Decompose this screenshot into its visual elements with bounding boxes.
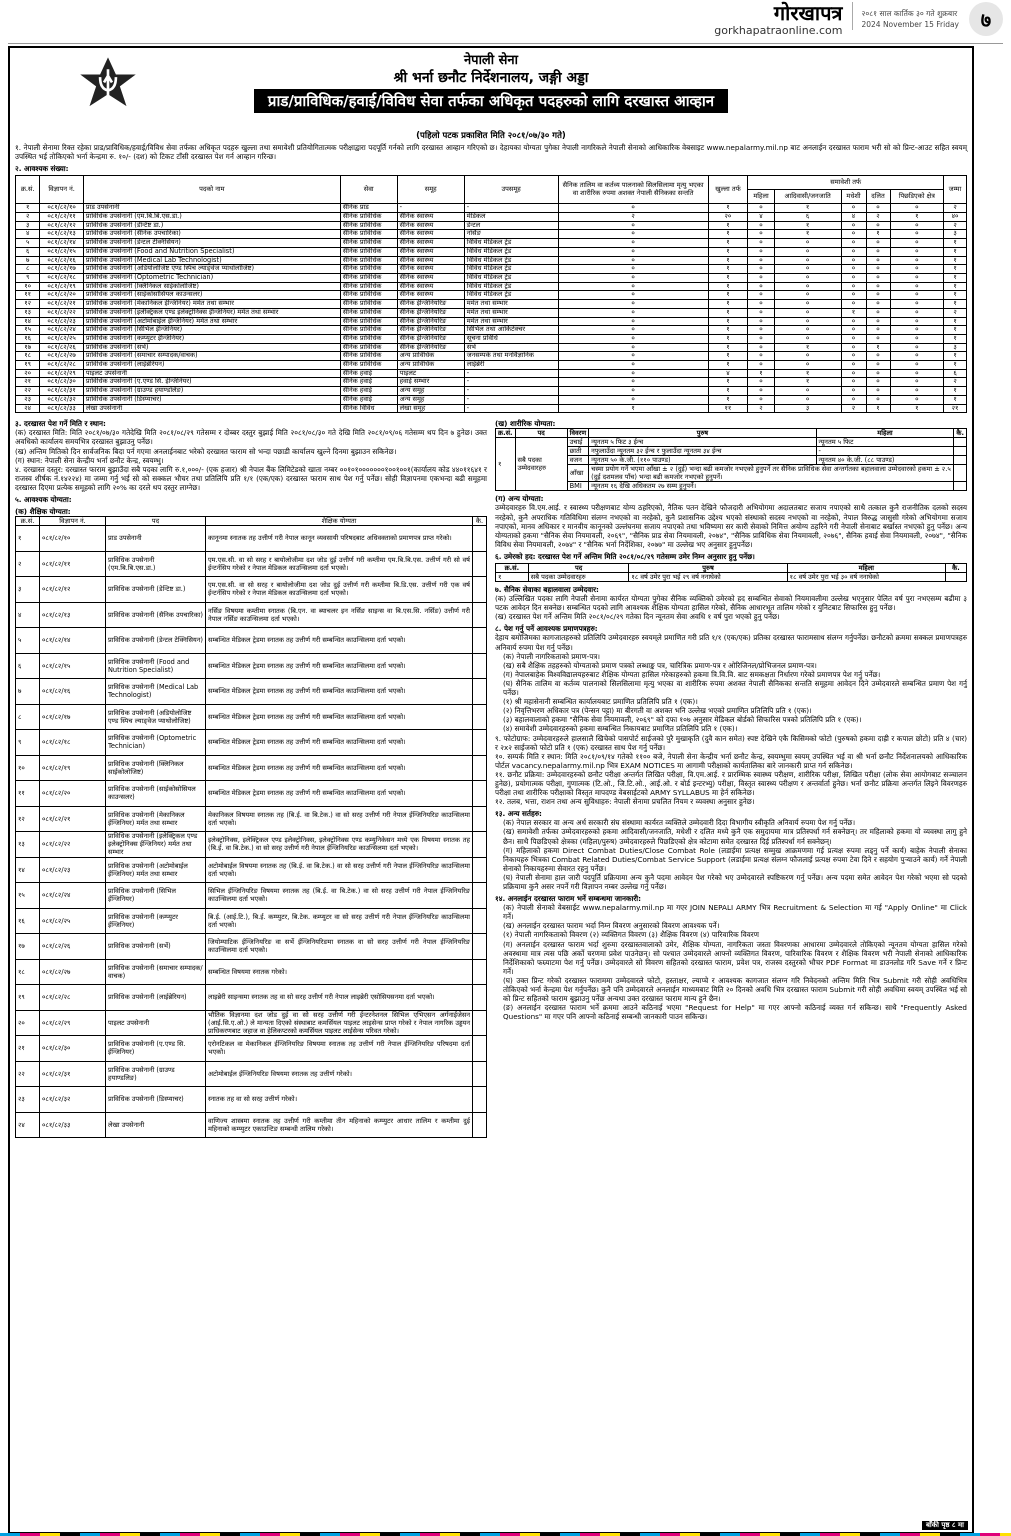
position-row: २१ ०८१/८२/३० प्राविधिक उपसेनानी (ए.एण्ड सि. ईन्जिनियर) सैनिक हवाई हवाई सम्भार - ० १ ० १ ० ० ० २	[16, 378, 967, 387]
education-subtitle: (क) शैक्षिक योग्यता:	[15, 507, 71, 517]
right-column	[495, 416, 967, 1138]
physical-table-body	[496, 438, 967, 491]
position-row: ८ ०८१/८२/१७ प्राविधिक उपसेनानी (अडियोलोजिष्ट एण्ड स्पिच ल्याङ्वेज प्याथोलोजिष्ट) सैनिक प्राविधिक सैनिक स्वास्थ्य विविध मेडिकल ट्रेड ० १ ० ० ० ० ० १	[16, 265, 967, 274]
deadline-section-title: ३. दरखास्त पेश गर्ने मिति र स्थान:	[15, 419, 106, 429]
position-row: १३ ०८१/८२/२२ प्राविधिक उपसेनानी (इलेक्ट्रिकल एण्ड इलेक्ट्रोनिक्स ईन्जिनियर) मर्मत तथा सम्भार सैनिक प्राविधिक सैनिक ईन्जिनियरिङ मर्मत तथा सम्भार ० १ ० ० १ ० ० २	[16, 308, 967, 317]
list-item: (घ) नेपाली सेनामा हाल जारी पदपूर्ति प्रक्रियामा अन्य कुनै पदमा आवेदन पेश गरेको भए उम्मेदवारले स्पष्टिकरण गर्नु पर्नेछ। अन्य पदमा समेत आवेदन पेश गरेको भएमा सो पदको प्रक्रियामा कुनै असर नपर्ने गरी विज्ञापन नम्बर उल्लेख गर्नु पर्नेछ।	[503, 872, 967, 891]
qualification-row: १९ ०८१/८२/२८ प्राविधिक उपसेनानी (लाईब्रेरियन) लाइब्रेरी साइन्समा स्नातक तह वा सो सरह उत्तीर्ण गरी नेपाल लाइब्रेरी एसोसियसनमा दर्ता भएको।	[16, 985, 487, 1011]
list-item: (ख) समावेशी तर्फका उम्मेदवारहरुको हकमा आदिवासी/जनजाति, मधेशी र दलित मध्ये कुनै एक समुदायमा मात्र प्रतिस्पर्धा गर्न सक्नेछन्। तर महिलाको हकमा यो व्यवस्था लागु हुने छैन। साथै पिछडिएको क्षेत्रका (महिला/पुरुष) उम्मेदवारहरुले पिछडिएको क्षेत्र कोटामा समेत दरखास्त दिई प्रतिस्पर्धा गर्न सक्नेछन्।	[503, 827, 967, 846]
qualification-row: ११ ०८१/८२/२० प्राविधिक उपसेनानी (साईकोसोसियल काउन्सलर) सम्बन्धित मेडिकल ट्रेडमा स्नातक तह उत्तीर्ण गरी सम्बन्धित काउन्सिलमा दर्ता भएको।	[16, 781, 487, 807]
position-row: १७ ०८१/८२/२६ प्राविधिक उपसेनानी (सर्भे) सैनिक प्राविधिक सैनिक ईन्जिनियरिङ सर्भे ० १ ० १ ० १ ० ३	[16, 343, 967, 352]
qualification-row: ५ ०८१/८२/१४ प्राविधिक उपसेनानी (डेन्टल टेक्निसियन) सम्बन्धित मेडिकल ट्रेडमा स्नातक तह उत्तीर्ण गरी सम्बन्धित काउन्सिलमा दर्ता भएको।	[16, 628, 487, 654]
qualification-row: १५ ०८१/८२/२४ प्राविधिक उपसेनानी (सिभिल ईन्जिनियर) सिभिल ईन्जिनियरिङ विषयमा स्नातक तह (बि.ई. वा बि.टेक.) वा सो सरह उत्तीर्ण गरी नेपाल ईन्जिनियरिङ काउन्सिलमा दर्ता भएको।	[16, 883, 487, 909]
list-item: (१) श्री महासेनानी सम्बन्धित कार्यालयबाट प्रमाणित प्रतिलिपि प्रति १ (एक)।	[503, 697, 698, 707]
list-item: (ग) महिलाको हकमा Direct Combat Duties/Close Combat Role (लडाईमा प्रत्यक्ष सम्मुख आक्रमणमा गई प्रत्यक्ष रुपमा लड्नु पर्ने कार्य) बाहेक नेपाली सेनाका निकायहरु भित्रका Combat Related Duties/Combat Service Support (लडाईमा प्रत्यक्ष संलग्न फौजलाई प्रत्यक्ष रुपमा टेवा दिने र सहयोग पुऱ्याउने कार्य) गर्ने नेपाली सेनाको निकायहरुमा सेवारत रहनु पर्नेछ।	[503, 845, 967, 873]
age-row: १ सबै पदका उम्मेदवारहरु १८ वर्ष उमेर पुरा भई २९ वर्ष ननाघेको १८ वर्ष उमेर पुरा भई ३० वर्ष ननाघेको	[496, 573, 967, 582]
other-conditions-list	[495, 818, 967, 891]
army-emblem-icon	[75, 56, 141, 122]
notice-header	[15, 52, 967, 130]
other-qual-title: (ग) अन्य योग्यता:	[495, 494, 544, 504]
contact-paragraph: १०. सम्पर्क मिति र स्थान: मिति २०८१/०९/१४ गतेको ११०० बजे, नेपाली सेना केन्द्रीय भर्ना छनौट केन्द्र, स्वयम्भुमा स्वयम् उपस्थित भई वा श्री भर्ना छनौट निर्देशनालयको आधिकारिक पोर्टल vacancy.nepalarmy.mil.np भित्र EXAM NOTICES मा आगामी परीक्षाको कार्यतालिका बारे जानकारी प्राप्त गर्न सकिनेछ।	[495, 751, 967, 770]
list-item: (ख) सबै शैक्षिक तहहरुको योग्यताको प्रमाण पत्रको लब्धाङ्क पत्र, चारित्रिक प्रमाण-पत्र र ओरिजिनल/प्रोभिजनल प्रमाण-पत्र।	[503, 660, 817, 670]
first-published: (पहिलो पटक प्रकाशित मिति २०८१/०७/३० गते)	[416, 131, 566, 141]
newspaper-url[interactable]: gorkhapatraonline.com	[714, 24, 843, 37]
org-name: नेपाली सेना	[463, 53, 519, 68]
masthead	[8, 0, 1003, 44]
salary-paragraph: १२. तलब, भत्ता, राशन तथा अन्य सुविधाहरु: नेपाली सेनामा प्रचलित नियम र व्यवस्था अनुसार हुनेछ।	[495, 797, 755, 807]
qualification-row: ७ ०८१/८२/१६ प्राविधिक उपसेनानी (Medical Lab Technologist) सम्बन्धित मेडिकल ट्रेडमा स्नातक तह उत्तीर्ण गरी सम्बन्धित काउन्सिलमा दर्ता भएको।	[16, 679, 487, 705]
qualification-row: १ ०८१/८२/१० प्राड उपसेनानी कानूनमा स्नातक तह उत्तीर्ण गरी नेपाल कानून व्यवसायी परिषदबाट अधिवक्ताको प्रमाणपत्र प्राप्त गरेको।	[16, 526, 487, 552]
position-row: १६ ०८१/८२/२५ प्राविधिक उपसेनानी (कम्प्युटर ईन्जिनियर) सैनिक प्राविधिक सैनिक ईन्जिनियरिङ सूचना प्रविधि ० १ ० ० ० ० ० १	[16, 334, 967, 343]
qualification-row: ३ ०८१/८२/१२ प्राविधिक उपसेनानी (डेन्टिष्ट डा.) एम.एस.सी. वा सो सरह र बायोलोजीमा दश जोड दुई उत्तीर्ण गरी कम्तीमा बि.डि.एस. उत्तीर्ण गरी एक वर्ष ईन्टर्नसिप गरेको र नेपाल मेडिकल काउन्सिलमा दर्ता भएको।	[16, 577, 487, 603]
position-row: २० ०८१/८२/२९ पाइलट उपसेनानी सैनिक हवाई पाइलट - ० ४ १ १ ० ० ० ६	[16, 369, 967, 378]
position-row: ५ ०८१/८२/१४ प्राविधिक उपसेनानी (डेन्टल टेक्निसियन) सैनिक प्राविधिक सैनिक स्वास्थ्य विविध मेडिकल ट्रेड ० १ ० ० ० ० ० १	[16, 239, 967, 248]
physical-row: वजन न्यूनतम ५० के.जी. (११० पाउण्ड) न्यूनतम ४० के.जी. (८८ पाउण्ड)	[496, 456, 967, 465]
physical-section-title: (ख) शारीरिक योग्यता:	[495, 419, 556, 429]
qualification-row: २४ ०८१/८२/३३ लेखा उपसेनानी वाणिज्य शास्त्रमा स्नातक तह उत्तीर्ण गरी कम्तीमा तीन महिनाको कम्प्युटर आधार तालिम र कम्तीमा दुई महिनाको कम्प्युटर एकाउन्टिङ सम्बन्धी तालिम गरेको।	[16, 1112, 487, 1138]
intro-paragraph: १. नेपाली सेनामा रिक्त रहेका प्राड/प्राविधिक/हवाई/विविध सेवा तर्फका अधिकृत पदहरु खुल्ला तथा समावेशी प्रतियोगितात्मक परीक्षाद्वारा पदपूर्ति गर्नको लागि दरखास्त आव्हान गरिएको छ। देहायका योग्यता पुगेका नेपाली नागरिकले नेपाली सेनाको आधिकारिक वेबसाइट www.nepalarmy.mil.np बाट अनलाईन दरखास्त फाराम भरी सो को प्रिन्ट-आउट सहित स्वयम् उपस्थित भई तोकिएको भर्ना केन्द्रमा रु. १०/- (दश) को टिकट टाँसी दरखास्त पेश गर्न आव्हान गरिन्छ।	[15, 143, 967, 162]
physical-row: छाती नफुलाउँदा न्यूनतम ३२ ईन्च र फुलाउँदा न्यूनतम ३४ ईन्च -	[496, 447, 967, 456]
qualification-row: १७ ०८१/८२/२६ प्राविधिक उपसेनानी (सर्भे) जियोम्याटिक ईन्जिनियरिङ वा सर्भे ईन्जिनियरिङमा स्नातक वा सो सरह उत्तीर्ण गरी नेपाल ईन्जिनियरिङ काउन्सिलमा दर्ता भएको।	[16, 934, 487, 960]
age-section-title: ६. उमेरको हद: दरखास्त पेश गर्ने अन्तिम मिति २०८१/०८/२९ गतेसम्म उमेर निम्न अनुसार हुनु पर्नेछ।	[495, 551, 755, 561]
list-item: (क) नेपाली सेनाको वेबसाईट www.nepalarmy.mil.np मा गएर JOIN NEPALI ARMY भित्र Recruitment & Selection मा गई "Apply Online" मा Click गर्ने।	[503, 903, 967, 922]
qualification-row: १६ ०८१/८२/२५ प्राविधिक उपसेनानी (कम्प्युटर ईन्जिनियर) बि.ई. (आई.टि.), बि.ई. कम्प्युटर, बि.टेक. कम्प्युटर वा सो सरह उत्तीर्ण गरी नेपाल ईन्जिनियरिङ काउन्सिलमा दर्ता भएको।	[16, 908, 487, 934]
list-item: (४) समावेशी उम्मेदवारहरुको हकमा सम्बन्धित निकायबाट प्रमाणित प्रतिलिपि प्रति १ (एक)।	[503, 724, 738, 734]
list-item: (घ) सैनिक तालिम वा कर्तव्य पालनाको सिलसिलामा मृत्यु भएका वा शारीरिक रुपमा अशक्त नेपाली सैनिकका सन्तति समूहमा आवेदन दिने उम्मेदवारले सम्बन्धित प्रमाण पेश गर्नु पर्नेछ।	[503, 678, 967, 698]
documents-list	[495, 652, 967, 734]
documents-title: ८. पेश गर्नु पर्ने आवश्यक प्रमाणपत्रहरु:	[495, 624, 598, 634]
position-row: १५ ०८१/८२/२४ प्राविधिक उपसेनानी (सिभिल ईन्जिनियर) सैनिक प्राविधिक सैनिक ईन्जिनियरिङ सिभिल तथा आर्किटेक्चर ० १ ० ० ० ० ० १	[16, 326, 967, 335]
qualification-row: ९ ०८१/८२/१८ प्राविधिक उपसेनानी (Optometric Technician) सम्बन्धित मेडिकल ट्रेडमा स्नातक तह उत्तीर्ण गरी सम्बन्धित काउन्सिलमा दर्ता भएको।	[16, 730, 487, 756]
continued-tag: बाँकी पृष्ठ ८ मा	[922, 1521, 968, 1530]
positions-section-title: २. आवश्यक संख्या:	[15, 164, 69, 174]
documents-text: देहाय बमोजिमका कागजातहरुको प्रतिलिपि उम्मेदवारहरु स्वयम्‌ले प्रमाणित गरी प्रति १/१ (एक/एक) प्रतिका दरखास्त फारामसाथ संलग्न गर्नुपर्नेछ। छनौटको क्रममा सक्कल प्रमाणपत्रहरु अनिवार्य रुपमा पेश गर्नु पर्नेछ।	[495, 633, 967, 652]
positions-table: क्र.सं. विज्ञापन नं. पदको नाम सेवा समूह उपसमूह सैनिक तालिम वा कर्तव्य पालनाको सिलसिलामा मृत्यु भएका वा शारीरिक रुपमा अशक्त नेपाली सैनिकका सन्तति खुल्ला तर्फ समावेशी तर्फ जम्मा महिला आदिवासी/जनजाति मधेशी दलित पिछडिएको क्षेत्र १ ०८१/८२/१० प्राड उपसेनानी सैनिक प्राड - - ० १ ० १ ० ० ० २ २ ०८१/८२/११ प्राविधिक उपसेनानी (एम.बि.बि.एस.डा.) सैनिक प्राविधिक सैनिक स्वास्थ्य मेडिकल २ २० ४ ६ ४ २ १ ४० ३ ०८१/८२/१२ प्राविधिक उपसेनानी (डेन्टिष्ट डा.) सैनिक प्राविधिक सैनिक स्वास्थ्य डेन्टल ० १ ० १ ० ० ० २ ४ ०८१/८२/१३ प्राविधिक उपसेनानी (सैनिक उपचारिका) सैनिक प्राविधिक सैनिक स्वास्थ्य नर्सिङ ० १ ० १ ० १ ० ३ ५ ०८१/८२/१४ प्राविधिक उपसेनानी (डेन्टल टेक्निसियन) सैनिक प्राविधिक सैनिक स्वास्थ्य विविध मेडिकल ट्रेड ० १ ० ० ० ० ० १ ६ ०८१/८२/१५ प्राविधिक उपसेनानी (Food and Nutrition Specialist) सैनिक प्राविधिक सैनिक स्वास्थ्य विविध मेडिकल ट्रेड ० १ ० ० ० ० ० १ ७ ०८१/८२/१६ प्राविधिक उपसेनानी (Medical Lab Technologist) सैनिक प्राविधिक सैनिक स्वास्थ्य विविध मेडिकल ट्रेड ० १ ० ० ० ० ० १ ८ ०८१/८२/१७ प्राविधिक उपसेनानी (अडियोलोजिष्ट एण्ड स्पिच ल्याङ्वेज प्याथोलोजिष्ट) सैनिक प्राविधिक सैनिक स्वास्थ्य विविध मेडिकल ट्रेड ० १ ० ० ० ० ० १ ९ ०८१/८२/१८ प्राविधिक उपसेनानी (Optometric Technician) सैनिक प्राविधिक सैनिक स्वास्थ्य विविध मेडिकल ट्रेड ० १ ० ० ० ० ० १ १० ०८१/८२/१९ प्राविधिक उपसेनानी (क्लिनिकल साईकोलोजिष्ट) सैनिक प्राविधिक सैनिक स्वास्थ्य विविध मेडिकल ट्रेड ० १ ० ० ० ० ० १ ११ ०८१/८२/२० प्राविधिक उपसेनानी (साईकोसोसियल काउन्सलर) सैनिक प्राविधिक सैनिक स्वास्थ्य विविध मेडिकल ट्रेड ० १ ० ० ० ० ० १ १२ ०८१/८२/२१ प्राविधिक उपसेनानी (मेकानिकल ईन्जिनियर) मर्मत तथा सम्भार सैनिक प्राविधिक सैनिक ईन्जिनियरिङ मर्मत तथा सम्भार ० १ ० ० ० ० ० १ १३ ०८१/८२/२२ प्राविधिक उपसेनानी (इलेक्ट्रिकल एण्ड इलेक्ट्रोनिक्स ईन्जिनियर) मर्मत तथा सम्भार सैनिक प्राविधिक सैनिक ईन्जिनियरिङ मर्मत तथा सम्भार ० १ ० ० १ ० ० २ १४ ०८१/८२/२३ प्राविधिक उपसेनानी (अटोमोबाईल ईन्जिनियर) मर्मत तथा सम्भार सैनिक प्राविधिक सैनिक ईन्जिनियरिङ मर्मत तथा सम्भार ० १ ० ० ० ० ० १ १५ ०८१/८२/२४ प्राविधिक उपसेनानी (सिभिल ईन्जिनियर) सैनिक प्राविधिक सैनिक ईन्जिनियरिङ सिभिल तथा आर्किटेक्चर ० १ ० ० ० ० ० १ १६ ०८१/८२/२५ प्राविधिक उपसेनानी (कम्प्युटर ईन्जिनियर) सैनिक प्राविधिक सैनिक ईन्जिनियरिङ सूचना प्रविधि ० १ ० ० ० ० ० १ १७ ०८१/८२/२६ प्राविधिक उपसेनानी (सर्भे) सैनिक प्राविधिक सैनिक ईन्जिनियरिङ सर्भे ० १ ० १ ० १ ० ३ १८ ०८१/८२/२७ प्राविधिक उपसेनानी (समाचार सम्पादक/वाचक) सैनिक प्राविधिक अन्य प्राविधिक जनसम्पर्क तथा मनोवैज्ञानिक ० १ ० ० ० ० ० १ १९ ०८१/८२/२८ प्राविधिक उपसेनानी (लाईब्रेरियन) सैनिक प्राविधिक अन्य प्राविधिक लाईब्रेरी ० १ ० ० ० ० ० १ २० ०८१/८२/२९ पाइलट उपसेनानी सैनिक हवाई पाइलट - ० ४ १ १ ० ० ० ६ २१ ०८१/८२/३० प्राविधिक उपसेनानी (ए.एण्ड सि. ईन्जिनियर) सैनिक हवाई हवाई सम्भार - ० १ ० १ ० ० ० २ २२ ०८१/८२/३१ प्राविधिक उपसेनानी (ग्राउण्ड हयाण्डलिङ) सैनिक हवाई अन्य समूह - ० १ ० ० ० ० ० १ २३ ०८१/८२/३२ प्राविधिक उपसेनानी (डिस्प्याचर) सैनिक हवाई अन्य समूह - ० १ ० ० ० ० ० १ २४ ०८१/८२/३३ लेखा उपसेनानी सैनिक विविध लेखा समूह - १ ११ २ ३ २ १ १ २१	[15, 175, 967, 413]
qualification-row: १३ ०८१/८२/२२ प्राविधिक उपसेनानी (इलेक्ट्रिकल एण्ड इलेक्ट्रोनिक्स ईन्जिनियर) मर्मत तथा सम्भार इलेक्ट्रोनिक्स, इलेक्ट्रिकल एण्ड इलेक्ट्रोनिक्स, इलेक्ट्रोनिक्स एण्ड कम्युनिकेसन मध्ये एक विषयमा स्नातक तह (बि.ई. वा बि.टेक.) वा सो सरह उत्तीर्ण गरी नेपाल ईन्जिनियरिङ काउन्सिलमा दर्ता भएको।	[16, 832, 487, 858]
online-title: १४. अनलाईन दरखास्त फाराम भर्ने सम्बन्धमा जानकारी:	[495, 894, 641, 904]
position-row: ११ ०८१/८२/२० प्राविधिक उपसेनानी (साईकोसोसियल काउन्सलर) सैनिक प्राविधिक सैनिक स्वास्थ्य विविध मेडिकल ट्रेड ० १ ० ० ० ० ० १	[16, 291, 967, 300]
position-row: २३ ०८१/८२/३२ प्राविधिक उपसेनानी (डिस्प्याचर) सैनिक हवाई अन्य समूह - ० १ ० ० ० ० ० १	[16, 395, 967, 404]
page-number: ७	[969, 2, 1003, 36]
list-item: (२) निवृत्तिभरण अधिकार पत्र (पेन्सन पट्टा) मा बीरगती वा अशक्त भनि उल्लेख भएको प्रमाणित प्रतिलिपि प्रति १ (एक)।	[503, 706, 812, 716]
list-item: (ख) अनलाईन दरखास्त फाराम भर्दा निम्न विवरण अनुसारको विवरण आवश्यक पर्ने।	[503, 921, 720, 931]
qualification-row: २० ०८१/८२/२९ पाइलट उपसेनानी भौतिक विज्ञानमा दश जोड दुई वा सो सरह उत्तीर्ण गरी ईन्टरनेशनल सिभिल एभिएसन अर्गनाईजेसन (आई.सि.ए.ओ.) ले मान्यता दिएको संस्थाबाट कमर्सियल पाइलट लाइसेन्स प्राप्त गरेको र नेपाल नागरिक उड्डयन प्राधिकरणबाट जहाज वा हेलिकप्टरको कमर्सियल पाइलट लाईसेन्स परिवत गरेको।	[16, 1010, 487, 1036]
photo-paragraph: ९. फोटोग्राफ: उम्मेदवारहरुले हालसालै खिचेको पासपोर्ट साईजको पुरै मुखाकृति (दुवै कान समेत) स्पष्ट देखिने एकै किसिमको फोटो (पुरुषको हकमा दाह्री र कपाल छोटो) प्रति ४ (चार) र २x२ साईजको फोटो प्रति १ (एक) दरखास्त साथ पेश गर्नु पर्नेछ।	[495, 733, 967, 752]
qualification-section-title: ५. आवश्यक योग्यता:	[15, 495, 72, 504]
serving-b: (ख) दरखास्त पेश गर्ने अन्तिम मिति २०८१/०८/२९ गतेका दिन न्यूनतम सेवा अवधि १ वर्ष पुरा भएको हुनु पर्नेछ।	[495, 612, 780, 622]
deadline-a: (क) दरखास्त मिति: मिति २०८१/०७/३० गतेदेखि मिति २०८१/०८/२९ गतेसम्म र दोब्बर दस्तुर बुझाई मिति २०८१/०८/३० गते देखि मिति २०८१/०९/०६ गतेसम्म थप दिन ७ हुनेछ। उक्त अवधिको कार्यालय समयभित्र दरखास्त बुझाउनु पर्नेछ।	[15, 428, 487, 447]
physical-row: १ सबै पदका उम्मेदवारहरु उचाई न्यूनतम ५ फिट ३ ईन्च न्यूनतम ५ फिट	[496, 438, 967, 447]
qualification-row: २१ ०८१/८२/३० प्राविधिक उपसेनानी (ए.एण्ड सि. ईन्जिनियर) एरोनटिकल वा मेकानिकल ईन्जिनियरिङ विषयमा स्नातक तह उत्तीर्ण गरी नेपाल ईन्जिनियरिङ परिषदमा दर्ता भएको।	[16, 1036, 487, 1062]
qualification-row: २३ ०८१/८२/३२ प्राविधिक उपसेनानी (डिस्प्याचर) स्नातक तह वा सो सरह उत्तीर्ण गरेको।	[16, 1087, 487, 1113]
positions-table-body	[16, 204, 967, 413]
list-item: (३) बहालवालाको हकमा "सैनिक सेवा नियमावली, २०६९" को दफा १०७ अनुसार मेडिकल बोर्डको सिफारिस पत्रको प्रतिलिपि प्रति १ (एक)।	[503, 715, 862, 725]
serving-a: (क) उल्लिखित पदका लागि नेपाली सेनामा कार्यरत योग्यता पुगेका सैनिक व्यक्तिको उमेरको हद सम्बन्धित सेवाको नियमावलीमा उल्लेख भएनुसार पेलित वर्ष पुरा नभएसम्म बढीमा ३ पटक आवेदन दिन सक्नेछ। सम्बन्धित पदको लागि आवश्यक शैक्षिक योग्यता हासिल गरेको, सैनिक आधारभूत तालिम गरेको र युनिटबाट सिफारिस हुनु पर्नेछ।	[495, 594, 967, 613]
left-column	[15, 416, 487, 1138]
position-row: १९ ०८१/८२/२८ प्राविधिक उपसेनानी (लाईब्रेरियन) सैनिक प्राविधिक अन्य प्राविधिक लाईब्रेरी ० १ ० ० ० ० ० १	[16, 361, 967, 370]
position-row: ६ ०८१/८२/१५ प्राविधिक उपसेनानी (Food and Nutrition Specialist) सैनिक प्राविधिक सैनिक स्वास्थ्य विविध मेडिकल ट्रेड ० १ ० ० ० ० ० १	[16, 247, 967, 256]
recruitment-notice	[8, 46, 974, 1534]
newspaper-brand	[714, 2, 842, 37]
qualification-row: १० ०८१/८२/१९ प्राविधिक उपसेनानी (क्लिनिकल साईकोलोजिष्ट) सम्बन्धित मेडिकल ट्रेडमा स्नातक तह उत्तीर्ण गरी सम्बन्धित काउन्सिलमा दर्ता भएको।	[16, 755, 487, 781]
qualification-row: ४ ०८१/८२/१३ प्राविधिक उपसेनानी (सैनिक उपचारिका) नर्सिङ विषयमा कम्तीमा स्नातक (बि.एन. वा ब्याचलर इन नर्सिङ साइन्स वा बि.एस.सि. नर्सिङ) उत्तीर्ण गरी नेपाल नर्सिङ काउन्सिलमा दर्ता भएको।	[16, 602, 487, 628]
qualification-table-body	[16, 526, 487, 1138]
position-row: ७ ०८१/८२/१६ प्राविधिक उपसेनानी (Medical Lab Technologist) सैनिक प्राविधिक सैनिक स्वास्थ्य विविध मेडिकल ट्रेड ० १ ० ० ० ० ० १	[16, 256, 967, 265]
newspaper-name: गोरखापत्र	[773, 1, 843, 25]
age-table: क्र.सं. पद पुरुष महिला कै. १ सबै पदका उम्मेदवारहरु १८ वर्ष उमेर पुरा भई २९ वर्ष ननाघेको १८ वर्ष उमेर पुरा भई ३० वर्ष ननाघेको	[495, 563, 967, 582]
position-row: १ ०८१/८२/१० प्राड उपसेनानी सैनिक प्राड - - ० १ ० १ ० ० ० २	[16, 204, 967, 213]
position-row: २४ ०८१/८२/३३ लेखा उपसेनानी सैनिक विविध लेखा समूह - १ ११ २ ३ २ १ १ २१	[16, 404, 967, 413]
deadline-b: (ख) अन्तिम मितिको दिन सार्वजनिक बिदा पर्न गएमा अनलाईनबाट भरेको दरखास्त फाराम सो भन्दा पछाडी कार्यालय खुल्ने दिनमा बुझाउन सकिनेछ।	[15, 446, 397, 456]
list-item: (घ) उक्त प्रिन्ट गरेको दरखास्त फाराममा उम्मेदवारले फोटो, हस्ताक्षर, ल्याप्चे र आवश्यक कागजात संलग्न गरि निवेदनको अन्तिम मिति भित्र Submit गरी सोही अवधिभित्र तोकिएको भर्ना केन्द्रमा पेश गर्नुपर्नेछ। कुनै पनि उम्मेदवारले अनलाईन माध्यमबाट मिति २० दिनको अवधि भित्र दरखास्त फाराम Submit गरी सोही अवधिमा स्वयम् उपस्थित भई सो को प्रिन्ट सहितको फाराम बुझाउनु पर्नेछ अन्यथा उक्त दरखास्त फाराम मान्य हुने छैन।	[503, 975, 967, 1004]
qualification-row: १८ ०८१/८२/२७ प्राविधिक उपसेनानी (समाचार सम्पादक/वाचक) सम्बन्धित विषयमा स्नातक गरेको।	[16, 959, 487, 985]
deadline-c: (ग) स्थान: नेपाली सेना केन्द्रीय भर्ना छनौट केन्द्र, स्वयम्भु।	[15, 455, 164, 465]
serving-title: ७. सैनिक सेवाका बहालवाला उम्मेदवार:	[495, 585, 599, 594]
issue-date: २०८१ साल कार्तिक ३० गते शुक्रबार 2024 November 15 Friday	[852, 2, 959, 30]
selection-paragraph: ११. छनौट प्रक्रिया: उम्मेदवारहरुको छनौट परीक्षा अन्तर्गत लिखित परीक्षा, वि.एम.आई. र प्रारम्भिक स्वास्थ्य परीक्षण, शारीरिक परीक्षा, लिखित परीक्षा (लोक सेवा आयोगबाट सञ्चालन हुनेछ), प्रयोगात्मक परीक्षा, गुणात्मक (टि.ओ., जि.टि.ओ., आई.ओ. र बोर्ड इन्टरभ्यु) परीक्षा, विस्तृत स्वास्थ्य परीक्षण र अन्तर्वार्ता हुनेछ। भर्ना छनौट प्रक्रिया अन्तर्गत लिइने विवरणहरु परीक्षा तथा शारीरिक परीक्षाको विस्तृत मापदण्ड वेबसाईटको ARMY SYLLABUS मा हेर्न सकिनेछ।	[495, 769, 967, 798]
position-row: ९ ०८१/८२/१८ प्राविधिक उपसेनानी (Optometric Technician) सैनिक प्राविधिक सैनिक स्वास्थ्य विविध मेडिकल ट्रेड ० १ ० ० ० ० ० १	[16, 274, 967, 283]
qualification-table: क्र.सं. विज्ञापन नं. पद शैक्षिक योग्यता कै. १ ०८१/८२/१० प्राड उपसेनानी कानूनमा स्नातक तह उत्तीर्ण गरी नेपाल कानून व्यवसायी परिषदबाट अधिवक्ताको प्रमाणपत्र प्राप्त गरेको। २ ०८१/८२/११ प्राविधिक उपसेनानी (एम.बि.बि.एस.डा.) एम.एस.सी. वा सो सरह र बायोलोजीमा दश जोड दुई उत्तीर्ण गरी कम्तीमा एम.बि.बि.एस. उत्तीर्ण गरी सो वर्ष ईन्टर्नसिप गरेको र नेपाल मेडिकल काउन्सिलमा दर्ता भएको। ३ ०८१/८२/१२ प्राविधिक उपसेनानी (डेन्टिष्ट डा.) एम.एस.सी. वा सो सरह र बायोलोजीमा दश जोड दुई उत्तीर्ण गरी कम्तीमा बि.डि.एस. उत्तीर्ण गरी एक वर्ष ईन्टर्नसिप गरेको र नेपाल मेडिकल काउन्सिलमा दर्ता भएको। ४ ०८१/८२/१३ प्राविधिक उपसेनानी (सैनिक उपचारिका) नर्सिङ विषयमा कम्तीमा स्नातक (बि.एन. वा ब्याचलर इन नर्सिङ साइन्स वा बि.एस.सि. नर्सिङ) उत्तीर्ण गरी नेपाल नर्सिङ काउन्सिलमा दर्ता भएको। ५ ०८१/८२/१४ प्राविधिक उपसेनानी (डेन्टल टेक्निसियन) सम्बन्धित मेडिकल ट्रेडमा स्नातक तह उत्तीर्ण गरी सम्बन्धित काउन्सिलमा दर्ता भएको। ६ ०८१/८२/१५ प्राविधिक उपसेनानी (Food and Nutrition Specialist) सम्बन्धित मेडिकल ट्रेडमा स्नातक तह उत्तीर्ण गरी सम्बन्धित काउन्सिलमा दर्ता भएको। ७ ०८१/८२/१६ प्राविधिक उपसेनानी (Medical Lab Technologist) सम्बन्धित मेडिकल ट्रेडमा स्नातक तह उत्तीर्ण गरी सम्बन्धित काउन्सिलमा दर्ता भएको। ८ ०८१/८२/१७ प्राविधिक उपसेनानी (अडियोलोजिष्ट एण्ड स्पिच ल्याङ्वेज प्याथोलोजिष्ट) सम्बन्धित मेडिकल ट्रेडमा स्नातक तह उत्तीर्ण गरी सम्बन्धित काउन्सिलमा दर्ता भएको। ९ ०८१/८२/१८ प्राविधिक उपसेनानी (Optometric Technician) सम्बन्धित मेडिकल ट्रेडमा स्नातक तह उत्तीर्ण गरी सम्बन्धित काउन्सिलमा दर्ता भएको। १० ०८१/८२/१९ प्राविधिक उपसेनानी (क्लिनिकल साईकोलोजिष्ट) सम्बन्धित मेडिकल ट्रेडमा स्नातक तह उत्तीर्ण गरी सम्बन्धित काउन्सिलमा दर्ता भएको। ११ ०८१/८२/२० प्राविधिक उपसेनानी (साईकोसोसियल काउन्सलर) सम्बन्धित मेडिकल ट्रेडमा स्नातक तह उत्तीर्ण गरी सम्बन्धित काउन्सिलमा दर्ता भएको। १२ ०८१/८२/२१ प्राविधिक उपसेनानी (मेकानिकल ईन्जिनियर) मर्मत तथा सम्भार मेकानिकल विषयमा स्नातक तह (बि.ई. वा बि.टेक.) वा सो सरह उत्तीर्ण गरी नेपाल ईन्जिनियरिङ काउन्सिलमा दर्ता भएको। १३ ०८१/८२/२२ प्राविधिक उपसेनानी (इलेक्ट्रिकल एण्ड इलेक्ट्रोनिक्स ईन्जिनियर) मर्मत तथा सम्भार इलेक्ट्रोनिक्स, इलेक्ट्रिकल एण्ड इलेक्ट्रोनिक्स, इलेक्ट्रोनिक्स एण्ड कम्युनिकेसन मध्ये एक विषयमा स्नातक तह (बि.ई. वा बि.टेक.) वा सो सरह उत्तीर्ण गरी नेपाल ईन्जिनियरिङ काउन्सिलमा दर्ता भएको। १४ ०८१/८२/२३ प्राविधिक उपसेनानी (अटोमोबाईल ईन्जिनियर) मर्मत तथा सम्भार अटोमोबाईल विषयमा स्नातक तह (बि.ई. वा बि.टेक.) वा सो सरह उत्तीर्ण गरी नेपाल ईन्जिनियरिङ काउन्सिलमा दर्ता भएको। १५ ०८१/८२/२४ प्राविधिक उपसेनानी (सिभिल ईन्जिनियर) सिभिल ईन्जिनियरिङ विषयमा स्नातक तह (बि.ई. वा बि.टेक.) वा सो सरह उत्तीर्ण गरी नेपाल ईन्जिनियरिङ काउन्सिलमा दर्ता भएको। १६ ०८१/८२/२५ प्राविधिक उपसेनानी (कम्प्युटर ईन्जिनियर) बि.ई. (आई.टि.), बि.ई. कम्प्युटर, बि.टेक. कम्प्युटर वा सो सरह उत्तीर्ण गरी नेपाल ईन्जिनियरिङ काउन्सिलमा दर्ता भएको। १७ ०८१/८२/२६ प्राविधिक उपसेनानी (सर्भे) जियोम्याटिक ईन्जिनियरिङ वा सर्भे ईन्जिनियरिङमा स्नातक वा सो सरह उत्तीर्ण गरी नेपाल ईन्जिनियरिङ काउन्सिलमा दर्ता भएको। १८ ०८१/८२/२७ प्राविधिक उपसेनानी (समाचार सम्पादक/वाचक) सम्बन्धित विषयमा स्नातक गरेको। १९ ०८१/८२/२८ प्राविधिक उपसेनानी (लाईब्रेरियन) लाइब्रेरी साइन्समा स्नातक तह वा सो सरह उत्तीर्ण गरी नेपाल लाइब्रेरी एसोसियसनमा दर्ता भएको। २० ०८१/८२/२९ पाइलट उपसेनानी भौतिक विज्ञानमा दश जोड दुई वा सो सरह उत्तीर्ण गरी ईन्टरनेशनल सिभिल एभिएसन अर्गनाईजेसन (आई.सि.ए.ओ.) ले मान्यता दिएको संस्थाबाट कमर्सियल पाइलट लाइसेन्स प्राप्त गरेको र नेपाल नागरिक उड्डयन प्राधिकरणबाट जहाज वा हेलिकप्टरको कमर्सियल पाइलट लाईसेन्स परिवत गरेको। २१ ०८१/८२/३० प्राविधिक उपसेनानी (ए.एण्ड सि. ईन्जिनियर) एरोनटिकल वा मेकानिकल ईन्जिनियरिङ विषयमा स्नातक तह उत्तीर्ण गरी नेपाल ईन्जिनियरिङ परिषदमा दर्ता भएको। २२ ०८१/८२/३१ प्राविधिक उपसेनानी (ग्राउण्ड हयाण्डलिङ) अटोमोबाईल ईन्जिनियरिङ विषयमा स्नातक तह उत्तीर्ण गरेको। २३ ०८१/८२/३२ प्राविधिक उपसेनानी (डिस्प्याचर) स्नातक तह वा सो सरह उत्तीर्ण गरेको। २४ ०८१/८२/३३ लेखा उपसेनानी वाणिज्य शास्त्रमा स्नातक तह उत्तीर्ण गरी कम्तीमा तीन महिनाको कम्प्युटर आधार तालिम र कम्तीमा दुई महिनाको कम्प्युटर एकाउन्टिङ सम्बन्धी तालिम गरेको।	[15, 516, 487, 1138]
two-column-body	[15, 416, 967, 1138]
directorate-name: श्री भर्ना छनौट निर्देशनालय, जङ्गी अड्डा	[393, 70, 589, 86]
qualification-row: ६ ०८१/८२/१५ प्राविधिक उपसेनानी (Food and Nutrition Specialist) सम्बन्धित मेडिकल ट्रेडमा स्नातक तह उत्तीर्ण गरी सम्बन्धित काउन्सिलमा दर्ता भएको।	[16, 653, 487, 679]
position-row: २ ०८१/८२/११ प्राविधिक उपसेनानी (एम.बि.बि.एस.डा.) सैनिक प्राविधिक सैनिक स्वास्थ्य मेडिकल २ २० ४ ६ ४ २ १ ४०	[16, 213, 967, 222]
position-row: २२ ०८१/८२/३१ प्राविधिक उपसेनानी (ग्राउण्ड हयाण्डलिङ) सैनिक हवाई अन्य समूह - ० १ ० ० ० ० ० १	[16, 387, 967, 396]
position-row: १० ०८१/८२/१९ प्राविधिक उपसेनानी (क्लिनिकल साईकोलोजिष्ट) सैनिक प्राविधिक सैनिक स्वास्थ्य विविध मेडिकल ट्रेड ० १ ० ० ० ० ० १	[16, 282, 967, 291]
list-item: (१) नेपाली नागरिकताको विवरण (२) व्यक्तिगत विवरण (३) शैक्षिक विवरण (४) पारिवारिक विवरण	[503, 930, 759, 940]
list-item: (ग) अनलाईन दरखास्त फाराम भर्दा शुरुमा दरखास्तवालाको उमेर, शैक्षिक योग्यता, नागरिकता जस्ता विवरणका आधारमा उम्मेदवारले तोकिएको न्यूनतम योग्यता हासिल गरेको अवस्थामा मात्र त्यस पछि अर्को चरणमा प्रवेश पाउनेछन्। सो पश्चात उम्मेदवारले आफ्नो व्यक्तिगत विवरण, पारिवारिक विवरण र शैक्षिक विवरण भरी नेपाली सेनाको आधिकारिक निर्देशिकाको फम्र्याटमा पेश गर्नु पर्नेछ। उम्मेदवारले सो विवरण सहितको दरखास्त फाराम, प्रवेश पत्र, राजस्व दस्तुरको भौचर PDF Format मा डाउनलोड गरि Save गर्ने र प्रिन्ट गर्ने।	[503, 939, 967, 976]
physical-row: BMI न्यूनतम १६ देखि अधिकतम २७ सम्म हुनुपर्ने।	[496, 482, 967, 491]
qualification-row: १४ ०८१/८२/२३ प्राविधिक उपसेनानी (अटोमोबाईल ईन्जिनियर) मर्मत तथा सम्भार अटोमोबाईल विषयमा स्नातक तह (बि.ई. वा बि.टेक.) वा सो सरह उत्तीर्ण गरी नेपाल ईन्जिनियरिङ काउन्सिलमा दर्ता भएको।	[16, 857, 487, 883]
qualification-row: ८ ०८१/८२/१७ प्राविधिक उपसेनानी (अडियोलोजिष्ट एण्ड स्पिच ल्याङ्वेज प्याथोलोजिष्ट) सम्बन्धित मेडिकल ट्रेडमा स्नातक तह उत्तीर्ण गरी सम्बन्धित काउन्सिलमा दर्ता भएको।	[16, 704, 487, 730]
other-conditions-title: १३. अन्य सर्तहरु:	[495, 809, 542, 819]
physical-row: आँखा चस्मा प्रयोग गर्ने भएमा आँखा ± २ (दुई) भन्दा बढी कमजोर नभएको हुनुपर्ने तर सैनिक प्राविधिक सेवा अन्तर्गतका बहालवाला उम्मेदवारको हकमा ± २.५ (दुई दशमलव पाँच) भन्दा बढी कमजोर नभएको हुनुपर्ने।	[496, 465, 967, 482]
qualification-row: २ ०८१/८२/११ प्राविधिक उपसेनानी (एम.बि.बि.एस.डा.) एम.एस.सी. वा सो सरह र बायोलोजीमा दश जोड दुई उत्तीर्ण गरी कम्तीमा एम.बि.बि.एस. उत्तीर्ण गरी सो वर्ष ईन्टर्नसिप गरेको र नेपाल मेडिकल काउन्सिलमा दर्ता भएको।	[16, 551, 487, 577]
position-row: ३ ०८१/८२/१२ प्राविधिक उपसेनानी (डेन्टिष्ट डा.) सैनिक प्राविधिक सैनिक स्वास्थ्य डेन्टल ० १ ० १ ० ० ० २	[16, 221, 967, 230]
list-item: (क) नेपाल सरकार वा अन्य अर्ध सरकारी संघ संस्थामा कार्यरत व्यक्तिले उम्मेदवारी दिदा विभागीय स्वीकृति अनिवार्य रुपमा पेश गर्नु पर्नेछ।	[503, 818, 856, 828]
online-list	[495, 903, 967, 1021]
qualification-row: २२ ०८१/८२/३१ प्राविधिक उपसेनानी (ग्राउण्ड हयाण्डलिङ) अटोमोबाईल ईन्जिनियरिङ विषयमा स्नातक तह उत्तीर्ण गरेको।	[16, 1061, 487, 1087]
qualification-row: १२ ०८१/८२/२१ प्राविधिक उपसेनानी (मेकानिकल ईन्जिनियर) मर्मत तथा सम्भार मेकानिकल विषयमा स्नातक तह (बि.ई. वा बि.टेक.) वा सो सरह उत्तीर्ण गरी नेपाल ईन्जिनियरिङ काउन्सिलमा दर्ता भएको।	[16, 806, 487, 832]
position-row: १४ ०८१/८२/२३ प्राविधिक उपसेनानी (अटोमोबाईल ईन्जिनियर) मर्मत तथा सम्भार सैनिक प्राविधिक सैनिक ईन्जिनियरिङ मर्मत तथा सम्भार ० १ ० ० ० ० ० १	[16, 317, 967, 326]
position-row: ४ ०८१/८२/१३ प्राविधिक उपसेनानी (सैनिक उपचारिका) सैनिक प्राविधिक सैनिक स्वास्थ्य नर्सिङ ० १ ० १ ० १ ० ३	[16, 230, 967, 239]
fee-paragraph: ४. दरखास्त दस्तुर: दरखास्त फाराम बुझाउँदा सबै पदका लागि रु.१,०००/- (एक हजार) श्री नेपाल बैंक लिमिटेडको खाता नम्बर ००१०१०००००००१००१००१(कार्यालय कोड ४४०११६४१ र राजस्व शीर्षक नं.१४२२४) मा जम्मा गर्नु भई सो को सक्कल भौचर तथा प्रतिलिपि प्रति १/१ (एक/एक) दरखास्त फाराम साथ पेश गर्नु पर्नेछ। सोही विज्ञापनमा एकभन्दा बढी समूहमा दरखास्त दिएमा प्रत्येक समूहको लागि २०% का दरले थप दस्तुर लाग्नेछ।	[15, 464, 487, 492]
other-qual-text: उम्मेदवारहरु वि.एम.आई. र स्वास्थ्य परीक्षणबाट योग्य ठहरिएको, नैतिक पतन देखिने फौजदारी अभियोगमा अदालतबाट सजाय नपाएको साथै तत्काल कुनै राजनीतिक दलको सदस्य नरहेको, कुनै अपराधिक गतिविधिमा संलग्न नभएको वा नरहेको, कुनै प्रशासनिक उद्देश्य भएको संस्थाको सदस्य नभएको वा नरहेको, नेपाल विरुद्ध जासुसी गरेको अभियोगमा सजाय नपाएको, मानव अधिकार र मानवीय कानूनको उल्लंघनमा सजाय नपाएको तथा भविष्यमा सर कारी सेवाको निमित्त अयोग्य ठहरिने गरी नेपाली सेनाबाट बर्खास्त नभएको हुनु पर्नेछ। अन्य योग्यताको हकमा "सैनिक सेवा नियमावली, २०६९", "सैनिक प्राड सेवा नियमावली, २०७४", "सैनिक प्राविधिक सेवा नियमावली, २०७६", सैनिक हवाई सेवा नियमावली, २०७४", "सैनिक विविध सेवा नियमावली, २०७४" र "सैनिक भर्ना निर्देशिका, २०७७" मा उल्लेख भए अनुसार हुनुपर्नेछ।	[495, 503, 967, 549]
notice-title: प्राड/प्राविधिक/हवाई/विविध सेवा तर्फका अधिकृत पदहरुको लागि दरखास्त आव्हान	[254, 89, 728, 113]
position-row: १२ ०८१/८२/२१ प्राविधिक उपसेनानी (मेकानिकल ईन्जिनियर) मर्मत तथा सम्भार सैनिक प्राविधिक सैनिक ईन्जिनियरिङ मर्मत तथा सम्भार ० १ ० ० ० ० ० १	[16, 300, 967, 309]
list-item: (ङ) अनलाईन दरखास्त फाराम भर्ने क्रममा आउने कठिनाई भएमा "Request for Help" मा गएर आफ्नो कठिनाई व्यक्त गर्न सकिन्छ। साथै "Frequently Asked Questions" मा गएर पनि आफ्नो कठिनाई सम्बन्धी जानकारी पाउन सकिन्छ।	[503, 1003, 967, 1022]
list-item: (ग) नेपालबाहेक विश्वविद्यालयहरुबाट शैक्षिक योग्यता हासिल गरेकाहरुको हकमा त्रि.वि.वि. बाट समकक्षता निर्धारण गरेको प्रमाणपत्र पेश गर्नु पर्नेछ।	[503, 669, 881, 679]
physical-table: क्र.सं. पद विवरण पुरुष महिला कै. १ सबै पदका उम्मेदवारहरु उचाई न्यूनतम ५ फिट ३ ईन्च न्यूनतम ५ फिट छाती नफुलाउँदा न्यूनतम ३२ ईन्च र फुलाउँदा न्यूनतम ३४ ईन्च - वजन न्यूनतम ५० के.जी. (११० पाउण्ड) न्यूनतम ४० के.जी. (८८ पाउण्ड) आँखा चस्मा प्रयोग गर्ने भएमा आँखा ± २ (दुई) भन्दा बढी कमजोर नभएको हुनुपर्ने तर सैनिक प्राविधिक सेवा अन्तर्गतका बहालवाला उम्मेदवारको हकमा ± २.५ (दुई दशमलव पाँच) भन्दा बढी कमजोर नभएको हुनुपर्ने। BMI न्यूनतम १६ देखि अधिकतम २७ सम्म हुनुपर्ने।	[495, 428, 967, 491]
position-row: १८ ०८१/८२/२७ प्राविधिक उपसेनानी (समाचार सम्पादक/वाचक) सैनिक प्राविधिक अन्य प्राविधिक जनसम्पर्क तथा मनोवैज्ञानिक ० १ ० ० ० ० ० १	[16, 352, 967, 361]
list-item: (क) नेपाली नागरिकताको प्रमाण-पत्र।	[503, 651, 601, 661]
